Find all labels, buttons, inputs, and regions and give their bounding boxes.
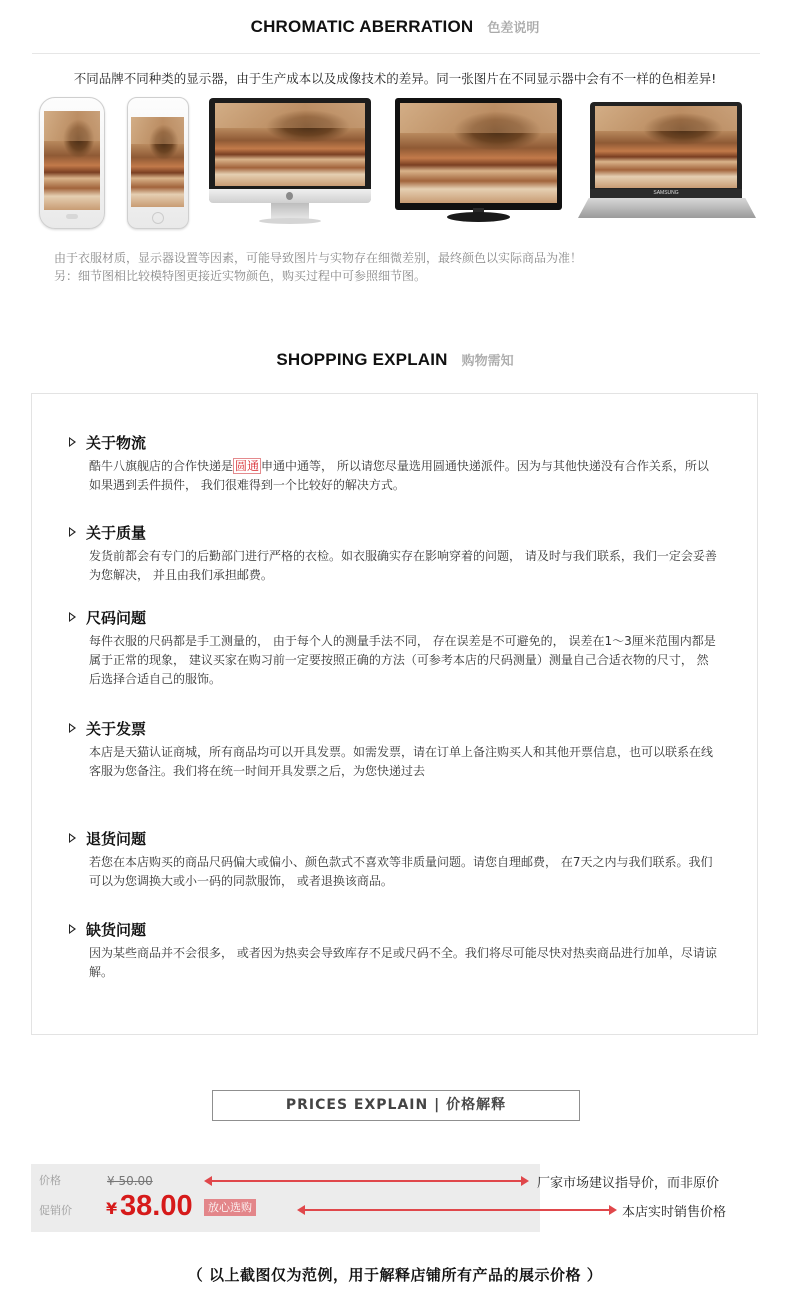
shopping-item-quality: [69, 521, 719, 585]
item-title: 缺货问题: [86, 920, 147, 939]
highlight-yto: 圆通: [235, 459, 260, 473]
laptop-device: [576, 102, 757, 226]
item-title: 尺码问题: [86, 608, 147, 627]
arrow-original-price-label: 厂家市场建议指导价，而非原价: [537, 1176, 720, 1191]
promo-price-label: 促销价: [39, 1204, 72, 1217]
shopping-item-invoice: [69, 717, 719, 781]
item-title: 关于物流: [86, 433, 147, 452]
currency-symbol: ¥: [106, 1199, 118, 1218]
phone-device-1: [39, 97, 105, 229]
shopping-item-returns: [69, 827, 719, 891]
shopping-title-en: SHOPPING EXPLAIN: [276, 350, 448, 369]
arrow-original-price: [210, 1180, 523, 1182]
triangle-bullet-icon: [69, 833, 76, 843]
arrow-sale-price: [303, 1209, 611, 1211]
imac-device: [209, 98, 372, 228]
original-price: ¥ 50.00: [107, 1174, 153, 1188]
item-body: [89, 457, 719, 495]
laptop-brand: SAMSUNG: [590, 189, 742, 198]
shopping-item-stock: [69, 918, 719, 982]
triangle-bullet-icon: [69, 924, 76, 934]
divider: [32, 53, 760, 54]
triangle-bullet-icon: [69, 612, 76, 622]
chromatic-title: [0, 17, 790, 37]
monitor-device: [395, 98, 563, 228]
shopping-title-cn: 购物需知: [461, 354, 514, 369]
chromatic-note-line1: 由于衣服材质，显示器设置等因素，可能导致图片与实物存在细微差别，最终颜色以实际商品为准！: [54, 251, 583, 265]
item-title: 关于发票: [86, 719, 147, 738]
chromatic-note-line2: 另：细节图相比较模特图更接近实物颜色，购买过程中可参照细节图。: [54, 269, 427, 283]
triangle-bullet-icon: [69, 437, 76, 447]
arrow-sale-price-label: 本店实时销售价格: [622, 1205, 727, 1220]
prices-title: PRICES EXPLAIN | 价格解释: [212, 1090, 580, 1121]
item-body: 每件衣服的尺码都是手工测量的， 由于每个人的测量手法不同， 存在误差是不可避免的， 误差在1～3厘米范围内都是属于正常的现象， 建议买家在购习前一定要按照正确的方法（可参考本店的尺码测量）测量自己合适衣物的尺寸， 然后选择合适自己的服饰。: [89, 634, 716, 686]
phone-device-2: [127, 97, 189, 229]
item-body-post: 申通中通等， 所以请您尽量选用圆通快递派件。因为与其他快递没有合作关系，所以如果遇到丢件损件， 我们很难得到一个比较好的解决方式。: [89, 459, 709, 492]
item-body: 因为某些商品并不会很多， 或者因为热卖会导致库存不足或尺码不全。我们将尽可能尽快对热卖商品进行加单，尽请谅解。: [89, 946, 717, 979]
shopping-item-size: [69, 606, 719, 689]
item-body-pre: 酷牛八旗舰店的合作快递是: [89, 459, 234, 473]
trust-badge: 放心选购: [204, 1199, 256, 1216]
item-body: 本店是天猫认证商城，所有商品均可以开具发票。如需发票，请在订单上备注购买人和其他开票信息，也可以联系在线客服为您备注。我们将在统一时间开具发票之后，为您快递过去: [89, 745, 714, 778]
shopping-title: [0, 350, 790, 370]
chromatic-note: [54, 249, 582, 285]
item-title: 退货问题: [86, 829, 147, 848]
chromatic-title-en: CHROMATIC ABERRATION: [250, 17, 474, 36]
price-label: 价格: [39, 1174, 61, 1187]
price-sample-panel: [31, 1164, 540, 1232]
prices-footnote: （ 以上截图仅为范例，用于解释店铺所有产品的展示价格 ）: [187, 1266, 603, 1284]
triangle-bullet-icon: [69, 527, 76, 537]
apple-logo-icon: [286, 192, 293, 200]
shopping-item-logistics: [69, 431, 719, 495]
item-title: 关于质量: [86, 523, 147, 542]
chromatic-title-cn: 色差说明: [487, 21, 540, 36]
item-body: 发货前都会有专门的后勤部门进行严格的衣检。如衣服确实存在影响穿着的问题， 请及时与我们联系，我们一定会妥善为您解决， 并且由我们承担邮费。: [89, 549, 717, 582]
item-body: 若您在本店购买的商品尺码偏大或偏小、颜色款式不喜欢等非质量问题。请您自理邮费， 在7天之内与我们联系。我们可以为您调换大或小一码的同款服饰， 或者退换该商品。: [89, 855, 713, 888]
shopping-box: [31, 393, 758, 1035]
chromatic-intro: 不同品牌不同种类的显示器，由于生产成本以及成像技术的差异。同一张图片在不同显示器中会有不一样的色相差异!: [73, 71, 717, 86]
triangle-bullet-icon: [69, 723, 76, 733]
promo-price: 38.00: [120, 1190, 193, 1222]
